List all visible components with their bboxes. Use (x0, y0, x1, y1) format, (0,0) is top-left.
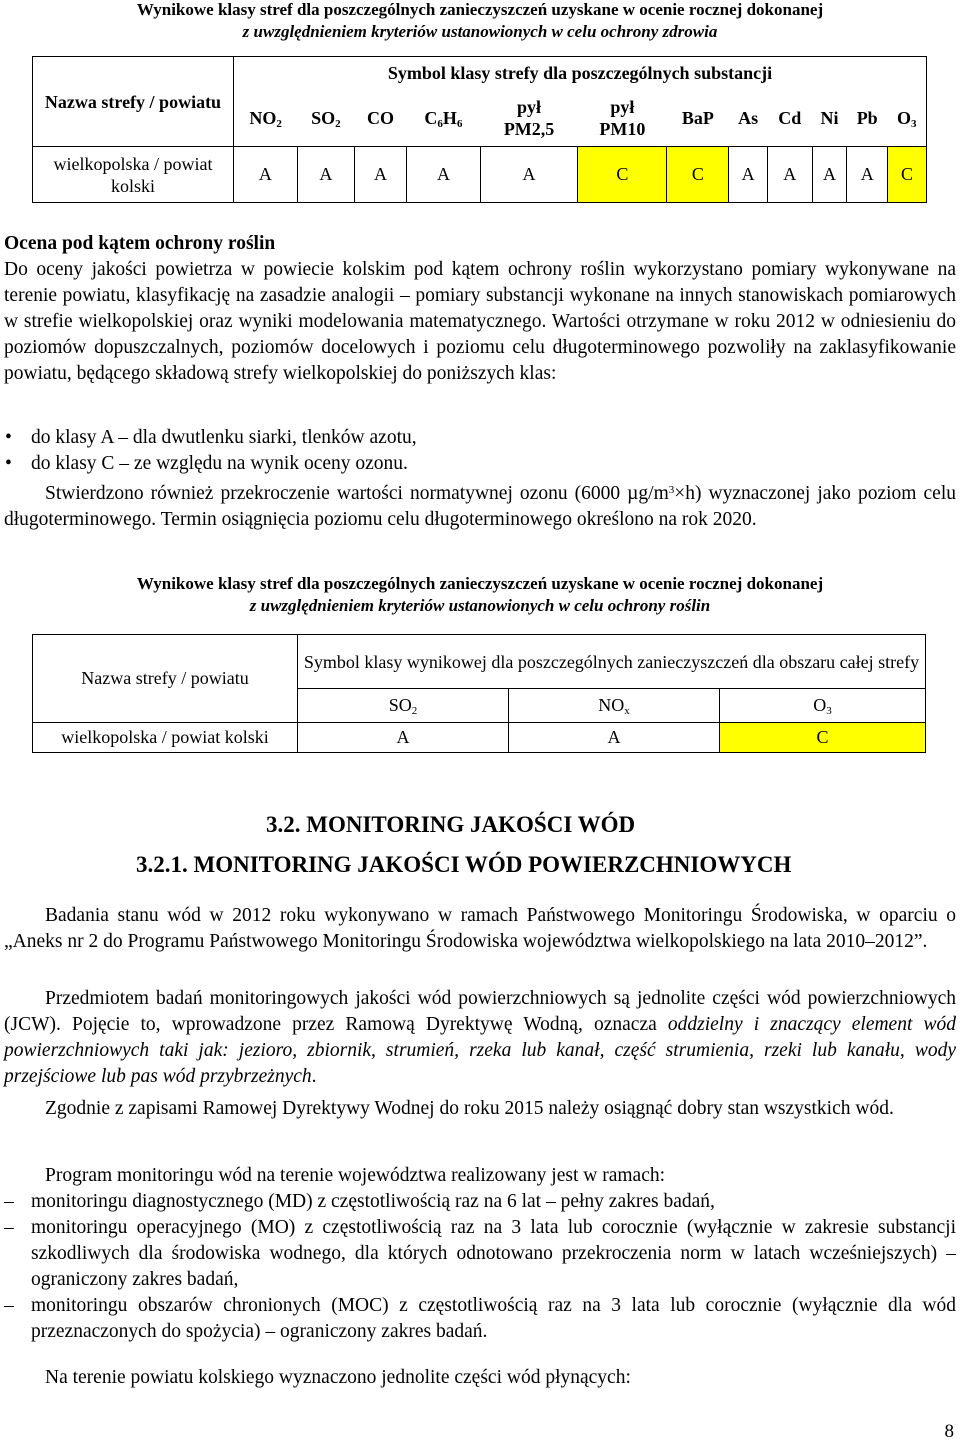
plants-classification-table (32, 634, 926, 753)
list-item: – monitoringu operacyjnego (MO) z częstotliwością raz na 3 lata lub corocznie (wyłącznie w zakresie substancji szkodliwych dla środowiska wodnego, dla których odnotowano przekroczenia norm w latach wcześniejszych) – ograniczony zakres badań, (4, 1217, 956, 1290)
substance-header: $C_6H_6$ (407, 91, 481, 147)
class-value-cell: A (480, 147, 578, 203)
caption-line: z uwzględnieniem kryteriów ustanowionych w celu ochrony roślin (249, 596, 711, 615)
substance-header: $O_3$ (888, 91, 927, 147)
class-value-cell: A (407, 147, 481, 203)
plants-table-caption (0, 573, 960, 617)
bullet-list (4, 425, 956, 477)
health-table-caption (0, 0, 960, 43)
substance-header: $NO_x$ (509, 689, 720, 723)
section-title: Ocena pod kątem ochrony roślin (4, 233, 276, 254)
class-value-cell: C (888, 147, 927, 203)
class-value-cell: A (729, 147, 768, 203)
list-item: • do klasy A – dla dwutlenku siarki, tlenków azotu, (5, 427, 417, 448)
list-item: – monitoringu diagnostycznego (MD) z częstotliwością raz na 6 lat – pełny zakres badań, (4, 1191, 715, 1212)
paragraph: Przedmiotem badań monitoringowych jakości wód powierzchniowych są jednolite części wód powierzchniowych (JCW). Pojęcie to, wprowadzone przez Ramową Dyrektywę Wodną, oznacza oddzielny i znaczący element wód powierzchniowych taki jak: jezioro, zbiornik, strumień, rzeka lub kanał, część strumienia, rzeki lub kanału, wody przejściowe lub pas wód przybrzeżnych. (4, 988, 956, 1087)
substance-header: BaP (667, 91, 729, 147)
definition-italic: oddzielny i znaczący element wód powierzchniowych taki jak: jezioro, zbiornik, strumień, rzeka lub kanał, część strumienia, rzeki lub kanału, wody przejściowe lub pas wód przybrzeżnych (4, 1014, 956, 1087)
substance-header: pył PM10 (578, 91, 667, 147)
plants-section (4, 231, 956, 387)
paragraph: Do oceny jakości powietrza w powiecie kolskim pod kątem ochrony roślin wykorzystano pomiary wykonywane na terenie powiatu, klasyfikację na zasadzie analogii – pomiary substancji wykonane na innych stanowiskach pomiarowych w strefie wielkopolskiej oraz wyniki modelowania matematycznego. Wartości otrzymane w roku 2012 w odniesieniu do poziomów dopuszczalnych, poziomów docelowych i poziomu celu długoterminowego pozwoliły na zaklasyfikowanie powiatu, będącego składową strefy wielkopolskiej do poniższych klas: (4, 259, 956, 384)
caption-line: Wynikowe klasy stref dla poszczególnych zanieczyszczeń uzyskane w ocenie rocznej dokonanej (136, 0, 824, 19)
class-value-cell: A (847, 147, 888, 203)
caption-line: z uwzględnieniem kryteriów ustanowionych w celu ochrony zdrowia (242, 22, 718, 41)
substance-header: CO (354, 91, 406, 147)
class-value-cell: A (812, 147, 847, 203)
caption-line: Wynikowe klasy stref dla poszczególnych zanieczyszczeń uzyskane w ocenie rocznej dokonanej (136, 574, 824, 593)
monitoring-list (4, 1189, 956, 1345)
substance-header: Ni (812, 91, 847, 147)
paragraph: Badania stanu wód w 2012 roku wykonywano w ramach Państwowego Monitoringu Środowiska, w oparciu o „Aneks nr 2 do Programu Państwowego Monitoringu Środowiska województwa wielkopolskiego na lata 2010–2012”. (4, 905, 956, 952)
paragraph: Program monitoringu wód na terenie województwa realizowany jest w ramach: (45, 1165, 666, 1186)
section-heading: 3.2. MONITORING JAKOŚCI WÓD (266, 812, 636, 837)
substance-header: pył PM2,5 (480, 91, 578, 147)
subsection-heading: 3.2.1. MONITORING JAKOŚCI WÓD POWIERZCHNIOWYCH (136, 852, 792, 877)
list-item: – monitoringu obszarów chronionych (MOC) z częstotliwością raz na 3 lata lub corocznie (wyłącznie dla wód przeznaczonych do spożycia) – ograniczony zakres badań. (4, 1295, 956, 1342)
substance-header: As (729, 91, 768, 147)
zone-name-header: Nazwa strefy / powiatu (33, 57, 234, 147)
class-value-cell: A (768, 147, 813, 203)
class-value-cell: C (578, 147, 667, 203)
zone-name-cell: wielkopolska / powiat kolski (33, 147, 234, 203)
table-row (33, 723, 926, 753)
substance-header: $SO_2$ (298, 689, 509, 723)
class-value-cell: A (298, 723, 509, 753)
health-classification-table (32, 56, 927, 203)
class-value-cell: C (720, 723, 926, 753)
zone-name-header: Nazwa strefy / powiatu (33, 635, 298, 723)
zone-name-cell: wielkopolska / powiat kolski (33, 723, 298, 753)
substance-header: $NO_2$ (234, 91, 298, 147)
substance-group-header: Symbol klasy strefy dla poszczególnych substancji (234, 57, 927, 91)
substance-header: Pb (847, 91, 888, 147)
class-value-cell: A (509, 723, 720, 753)
substance-header: $O_3$ (720, 689, 926, 723)
class-value-cell: A (354, 147, 406, 203)
substance-header: $SO_2$ (297, 91, 354, 147)
class-value-cell: C (667, 147, 729, 203)
list-item: • do klasy C – ze względu na wynik oceny ozonu. (5, 453, 408, 474)
class-value-cell: A (234, 147, 298, 203)
page-number: 8 (944, 1421, 954, 1442)
class-value-cell: A (297, 147, 354, 203)
paragraph: Na terenie powiatu kolskiego wyznaczono jednolite części wód płynących: (45, 1367, 631, 1388)
substance-header: Cd (768, 91, 813, 147)
paragraph: Zgodnie z zapisami Ramowej Dyrektywy Wodnej do roku 2015 należy osiągnąć dobry stan wszystkich wód. (45, 1098, 894, 1119)
paragraph: Stwierdzono również przekroczenie wartości normatywnej ozonu (6000 $\mu g/m^3\times h$) wyznaczonej jako poziom celu długoterminowego. Termin osiągnięcia poziomu celu długoterminowego określono na rok 2020. (4, 483, 956, 530)
table-row (33, 147, 927, 203)
class-group-header: Symbol klasy wynikowej dla poszczególnych zanieczyszczeń dla obszaru całej strefy (298, 635, 926, 689)
